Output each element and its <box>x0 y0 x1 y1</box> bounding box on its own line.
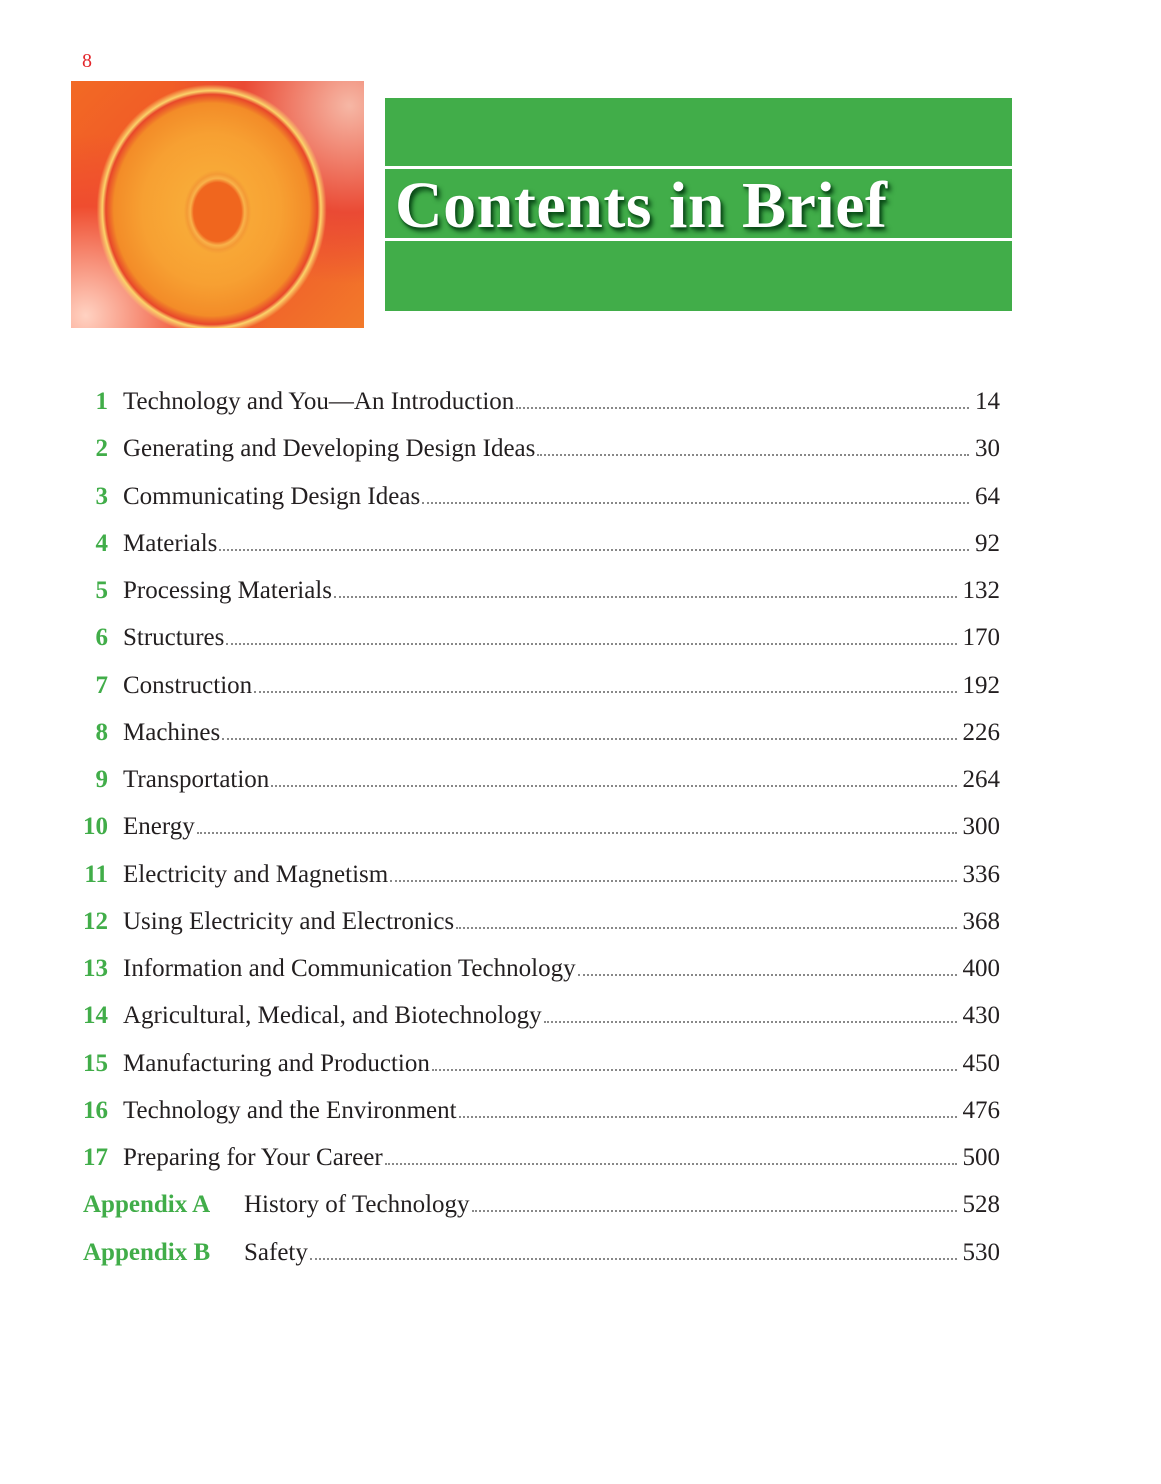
chapter-title: Agricultural, Medical, and Biotechnology <box>123 1002 542 1030</box>
toc-leader-line <box>123 672 1000 700</box>
toc-leader-line <box>123 1097 1000 1125</box>
chapter-title: Technology and You—An Introduction <box>123 388 515 415</box>
dot-leader <box>222 737 956 740</box>
page-ref: 64 <box>975 482 1000 510</box>
toc-entry[interactable] <box>0 483 1161 523</box>
page-ref: 300 <box>962 813 1000 841</box>
toc-entry[interactable] <box>0 1239 1161 1279</box>
toc-leader-line <box>244 1191 1000 1219</box>
toc-entry[interactable] <box>0 813 1161 853</box>
toc-entry[interactable] <box>0 1191 1161 1231</box>
toc-entry[interactable] <box>0 1002 1161 1042</box>
dot-leader <box>226 642 956 645</box>
page-ref: 530 <box>962 1238 1000 1266</box>
chapter-number: 11 <box>84 860 108 888</box>
decorative-cell-image <box>71 81 364 328</box>
page-ref: 132 <box>962 577 1000 604</box>
dot-leader <box>459 1115 957 1118</box>
page-ref: 368 <box>962 907 1000 935</box>
chapter-title: Preparing for Your Career <box>123 1144 383 1171</box>
toc-leader-line <box>123 577 1000 605</box>
chapter-title: Structures <box>123 624 225 652</box>
dot-leader <box>219 548 969 551</box>
chapter-number: 10 <box>83 813 108 841</box>
chapter-title: History of Technology <box>244 1191 470 1219</box>
chapter-title: Manufacturing and Production <box>123 1049 430 1077</box>
page-ref: 400 <box>962 955 1000 982</box>
toc-leader-line <box>123 530 1000 558</box>
toc-entry[interactable] <box>0 1144 1161 1184</box>
toc-entry[interactable] <box>0 388 1161 428</box>
toc-leader-line <box>123 624 1000 652</box>
toc-entry[interactable] <box>0 672 1161 712</box>
chapter-title: Machines <box>123 718 221 746</box>
toc-leader-line <box>244 1239 1000 1267</box>
chapter-title: Transportation <box>123 766 270 793</box>
chapter-title: Electricity and Magnetism <box>123 860 389 888</box>
chapter-number: 16 <box>83 1096 108 1124</box>
chapter-number: 9 <box>95 766 108 793</box>
chapter-title: Technology and the Environment <box>123 1096 457 1124</box>
dot-leader <box>578 973 957 976</box>
toc-entry[interactable] <box>0 530 1161 570</box>
page-ref: 528 <box>962 1191 1000 1219</box>
dot-leader <box>472 1209 957 1212</box>
toc-leader-line <box>123 861 1000 889</box>
toc-entry[interactable] <box>0 1097 1161 1137</box>
dot-leader <box>385 1162 957 1165</box>
chapter-number: 5 <box>95 577 108 604</box>
dot-leader <box>310 1257 957 1260</box>
dot-leader <box>334 595 957 598</box>
page-ref: 226 <box>962 718 1000 746</box>
chapter-title: Generating and Developing Design Ideas <box>123 435 536 463</box>
chapter-number: 1 <box>95 388 108 415</box>
page-ref: 30 <box>975 435 1000 463</box>
toc-entry[interactable] <box>0 908 1161 948</box>
page-ref: 476 <box>962 1096 1000 1124</box>
dot-leader <box>432 1068 957 1071</box>
toc-entry[interactable] <box>0 577 1161 617</box>
toc-leader-line <box>123 435 1000 463</box>
toc-entry[interactable] <box>0 435 1161 475</box>
toc-entry[interactable] <box>0 955 1161 995</box>
toc-leader-line <box>123 1050 1000 1078</box>
chapter-title: Processing Materials <box>123 577 332 604</box>
toc-entry[interactable] <box>0 624 1161 664</box>
chapter-title: Construction <box>123 671 253 699</box>
chapter-title: Information and Communication Technology <box>123 955 576 982</box>
toc-entry[interactable] <box>0 719 1161 759</box>
dot-leader <box>390 879 956 882</box>
page-ref: 430 <box>962 1002 1000 1030</box>
dot-leader <box>456 926 956 929</box>
page-ref: 500 <box>962 1144 1000 1171</box>
dot-leader <box>271 784 956 787</box>
page-ref: 264 <box>962 766 1000 793</box>
chapter-number: 3 <box>95 482 108 510</box>
dot-leader <box>516 406 969 409</box>
page-ref: 192 <box>962 671 1000 699</box>
toc-leader-line <box>123 766 1000 794</box>
chapter-title: Communicating Design Ideas <box>123 482 421 510</box>
chapter-title: Materials <box>123 529 218 557</box>
toc-leader-line <box>123 388 1000 416</box>
chapter-title: Energy <box>123 813 195 841</box>
page-title: Contents in Brief <box>395 169 888 242</box>
page-ref: 14 <box>975 388 1000 415</box>
page-ref: 92 <box>975 529 1000 557</box>
chapter-title: Safety <box>244 1238 308 1266</box>
chapter-title: Using Electricity and Electronics <box>123 907 455 935</box>
toc-leader-line <box>123 908 1000 936</box>
toc-leader-line <box>123 813 1000 841</box>
toc-leader-line <box>123 483 1000 511</box>
chapter-number: 15 <box>83 1049 108 1077</box>
toc-leader-line <box>123 719 1000 747</box>
page-number: 8 <box>82 50 92 72</box>
chapter-number: 12 <box>83 907 108 935</box>
appendix-label: Appendix B <box>83 1238 211 1266</box>
dot-leader <box>254 690 956 693</box>
chapter-number: 13 <box>83 955 108 982</box>
chapter-number: 4 <box>95 529 108 557</box>
dot-leader <box>537 453 969 456</box>
chapter-number: 8 <box>95 718 108 746</box>
toc-entry[interactable] <box>0 1050 1161 1090</box>
toc-entry[interactable] <box>0 861 1161 901</box>
page-ref: 170 <box>962 624 1000 652</box>
appendix-label: Appendix A <box>83 1191 211 1219</box>
toc-leader-line <box>123 1144 1000 1172</box>
toc-entry[interactable] <box>0 766 1161 806</box>
chapter-number: 14 <box>83 1002 108 1030</box>
dot-leader <box>544 1020 957 1023</box>
chapter-number: 2 <box>95 435 108 463</box>
chapter-number: 17 <box>83 1144 108 1171</box>
toc-leader-line <box>123 1002 1000 1030</box>
page-ref: 336 <box>962 860 1000 888</box>
page-ref: 450 <box>962 1049 1000 1077</box>
dot-leader <box>422 501 969 504</box>
dot-leader <box>197 831 957 834</box>
chapter-number: 6 <box>95 624 108 652</box>
chapter-number: 7 <box>95 671 108 699</box>
toc-leader-line <box>123 955 1000 983</box>
